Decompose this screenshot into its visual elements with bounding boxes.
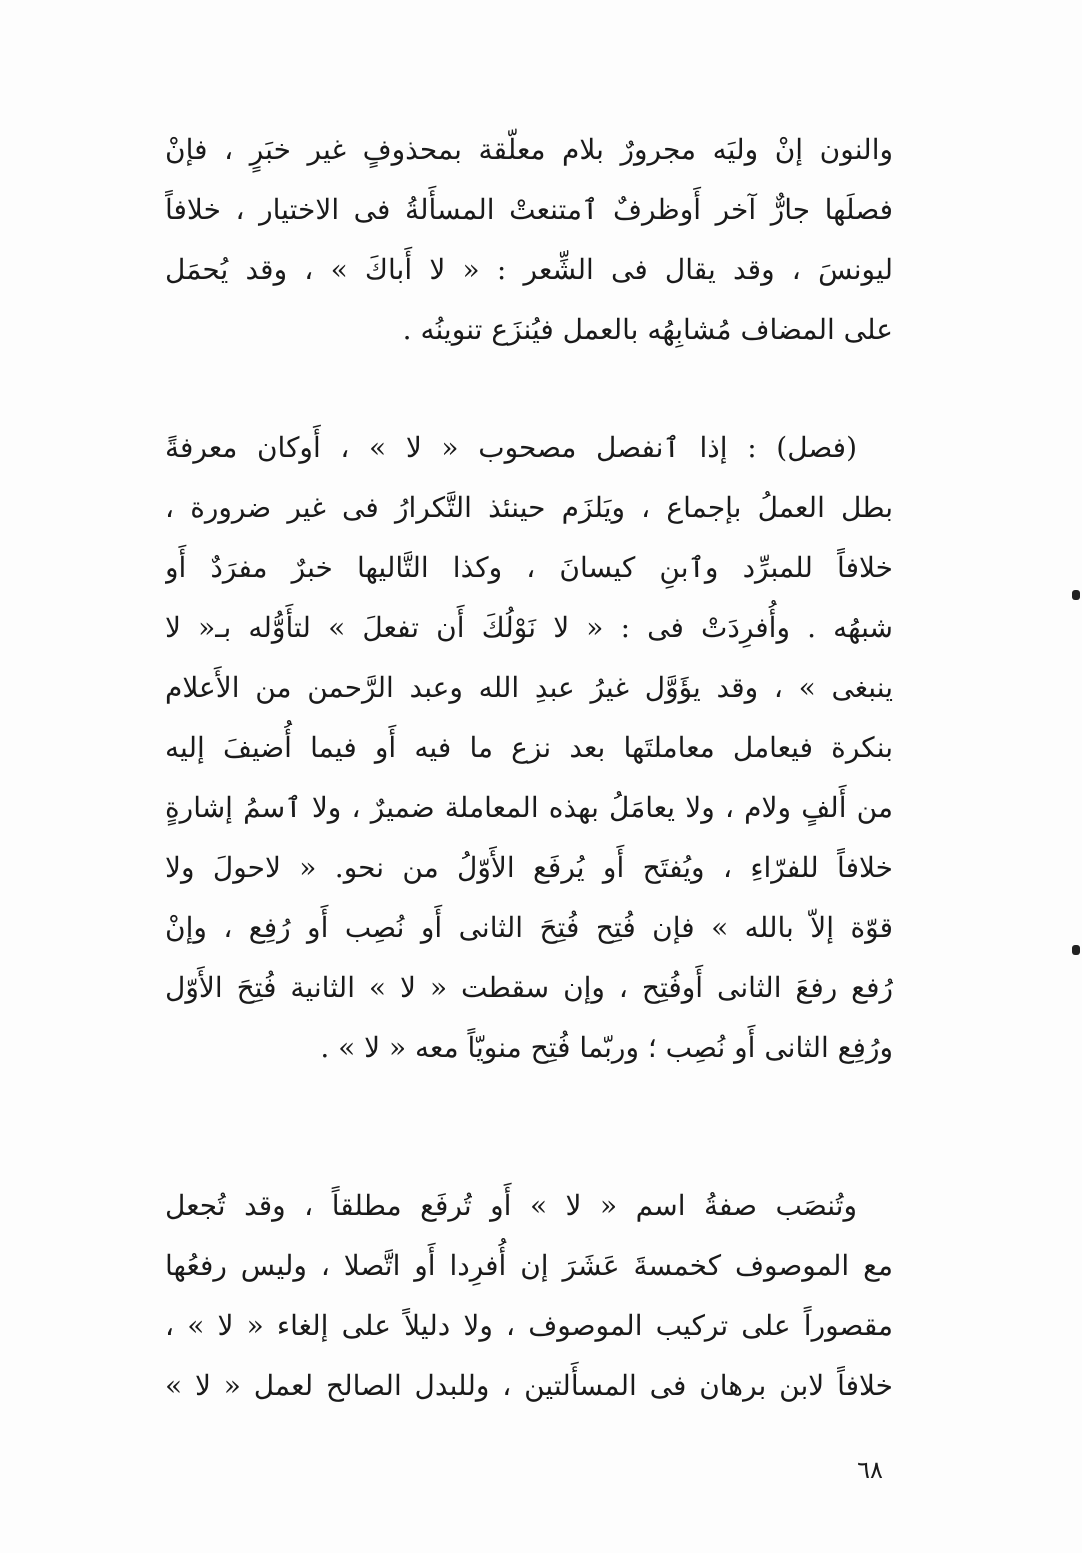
text-line: بطل العملُ بإجماع ، ويَلزَم حينئذ التَّكرارُ فى غير ضرورة ،	[165, 491, 893, 524]
text-line: مقصوراً على تركيب الموصوف ، ولا دليلاً على إلغاء « لا » ،	[165, 1309, 893, 1342]
text-line: رُفع رفعَ الثانى أَوفُتِح ، وإن سقطت « لا » الثانية فُتِحَ الأَوّل	[165, 971, 893, 1004]
text-line: فصلَها جارٌّ آخر أَوظرفٌ ٱمتنعتْ المسأَلةُ فى الاختيار ، خلافاً	[165, 193, 893, 226]
text-line: بنكرة فيعامل معاملتَها بعد نزع ما فيه أَو فيما أُضيفَ إليه	[165, 731, 893, 764]
text-line: والنون إنْ وليَه مجرورٌ بلام معلّقة بمحذوفٍ غير خبَرٍ ، فإنْ	[165, 133, 893, 166]
text-line: خلافاً للمبرِّد وٱبنِ كيسانَ ، وكذا التَّاليها خبرٌ مفرَدٌ أَو	[165, 551, 893, 584]
edge-dot	[1072, 590, 1080, 600]
text-line: على المضاف مُشابِهُه بالعمل فيُنزَع تنوينُه .	[402, 313, 893, 346]
text-line: قوّة إلاّ بالله » فإن فُتِح فُتِحَ الثانى أَو نُصِب أَو رُفِع ، وإنْ	[165, 911, 893, 944]
text-line: وتُنصَب صفةُ اسم « لا » أَو تُرفَع مطلقاً ، وقد تُجعل	[165, 1189, 857, 1222]
text-line: خلافاً لابن برهان فى المسأَلتين ، وللبدل الصالح لعمل « لا »	[165, 1369, 893, 1402]
text-line: (فصل) : إذا ٱنفصل مصحوب « لا » ، أَوكان معرفةً	[165, 431, 857, 464]
text-line: خلافاً للفرّاءِ ، ويُفتَح أَو يُرفَع الأَوّلُ من نحو. « لاحولَ ولا	[165, 851, 893, 884]
text-line: ليونسَ ، وقد يقال فى الشِّعر : « لا أَباكَ » ، وقد يُحمَل	[165, 253, 893, 286]
text-line: شبهُه . وأُفرِدَتْ فى : « لا نَوْلُكَ أَن تفعلَ » لتأَوُّله بـ« لا	[165, 611, 893, 644]
text-line: ورُفِع الثانى أَو نُصِب ؛ وربّما فُتِح منويّاً معه « لا » .	[320, 1031, 893, 1064]
text-line: من أَلفٍ ولام ، ولا يعامَلُ بهذه المعاملة ضميرٌ ، ولا ٱسمُ إشارةٍ	[165, 791, 893, 824]
text-line: ينبغى » ، وقد يؤَوَّل غيرُ عبدِ الله وعبد الرَّحمن من الأَعلام	[165, 671, 893, 704]
text-line: مع الموصوف كخمسةَ عَشَرَ إن أُفرِدا أَو اتَّصلا ، وليس رفعُها	[165, 1249, 893, 1282]
page-number: ٦٨	[857, 1456, 883, 1484]
edge-dot	[1072, 945, 1080, 955]
